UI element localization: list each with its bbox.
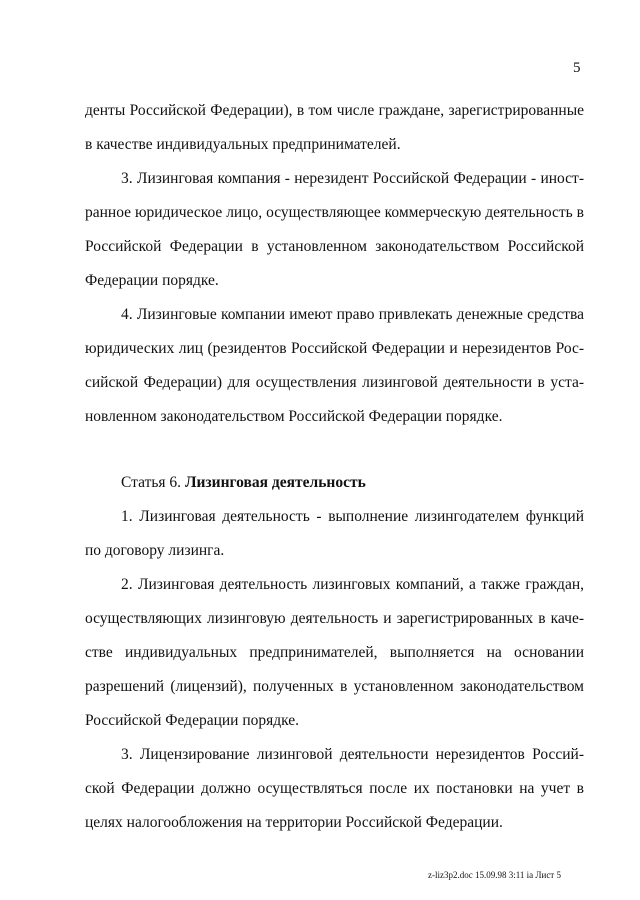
text-line: стве индивидуальных предпринимателей, выполняется на основании bbox=[85, 644, 584, 661]
text-line: Российской Федерации порядке. bbox=[85, 712, 300, 729]
article-number: Статья 6. bbox=[121, 474, 182, 491]
article-heading bbox=[121, 475, 366, 491]
text-line: ской Федерации должно осуществляться после их постановки на учет в bbox=[85, 780, 584, 797]
text-line: 2. Лизинговая деятельность лизинговых компаний, а также граждан, bbox=[121, 576, 584, 593]
text-line: сийской Федерации) для осуществления лизинговой деятельности в уста- bbox=[85, 374, 584, 391]
article-title: Лизинговая деятельность bbox=[184, 474, 366, 491]
text-line: 1. Лизинговая деятельность - выполнение лизингодателем функций bbox=[121, 508, 584, 525]
footer: z-liz3p2.doc 15.09.98 3:11 ia Лист 5 bbox=[428, 870, 561, 880]
text-line: Российской Федерации в установленном законодательством Российской bbox=[85, 238, 584, 255]
text-line: 4. Лизинговые компании имеют право привлекать денежные средства bbox=[121, 306, 584, 323]
text-line: осуществляющих лизинговую деятельность и зарегистрированных в каче- bbox=[85, 610, 584, 627]
text-line: разрешений (лицензий), полученных в установленном законодательством bbox=[85, 678, 584, 695]
text-line: новленном законодательством Российской Федерации порядке. bbox=[85, 408, 503, 425]
page-number: 5 bbox=[573, 60, 581, 76]
text-line: Федерации порядке. bbox=[85, 272, 219, 289]
text-line: целях налогообложения на территории Российской Федерации. bbox=[85, 814, 503, 831]
text-line: в качестве индивидуальных предпринимателей. bbox=[85, 136, 401, 153]
text-line: денты Российской Федерации), в том числе граждане, зарегистрированные bbox=[85, 102, 584, 119]
text-line: ранное юридическое лицо, осуществляющее коммерческую деятельность в bbox=[85, 204, 584, 221]
text-line: 3. Лизинговая компания - нерезидент Российской Федерации - иност- bbox=[121, 170, 584, 187]
text-line: по договору лизинга. bbox=[85, 542, 225, 559]
text-line: 3. Лицензирование лизинговой деятельности нерезидентов Россий- bbox=[121, 746, 584, 763]
text-line: юридических лиц (резидентов Российской Федерации и нерезидентов Рос- bbox=[85, 340, 584, 357]
